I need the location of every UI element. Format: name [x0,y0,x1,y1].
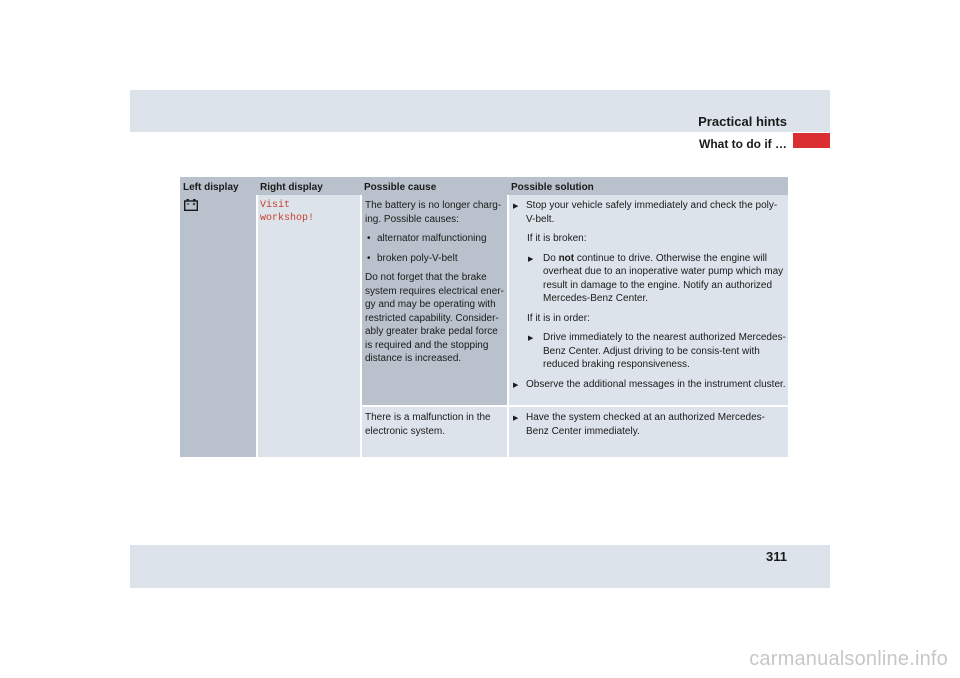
page-number: 311 [766,549,787,564]
troubleshooting-table [180,177,788,439]
possible-solution-cell-1 [509,195,788,405]
cause-text: There is a malfunction in the electronic system. [365,412,491,437]
section-subtitle: What to do if … [699,137,787,151]
solution-step: ▶ Stop your vehicle safely immediately and check the poly-V-belt. [512,199,786,226]
footer-band [130,545,830,588]
solution-step: ▶ Have the system checked at an authorized Mercedes-Benz Center immediately. [512,411,786,438]
solution-substep: ▶ Drive immediately to the nearest authorized Mercedes-Benz Center. Adjust driving to be consis-tent with reduced braking responsiveness. [512,331,786,372]
section-tab-marker [793,133,830,148]
column-header-possible-cause: Possible cause [364,182,437,193]
table-body [180,195,788,439]
column-header-possible-solution: Possible solution [511,182,594,193]
condition-label: If it is broken: [527,233,587,244]
possible-cause-cell-1 [362,195,507,405]
solution-step: ▶ Observe the additional messages in the instrument cluster. [512,378,786,392]
display-message: Visit workshop! [260,200,315,224]
cause-bullet: • alternator malfunctioning [365,232,505,246]
solution-substep: ▶ Do not continue to drive. Otherwise the engine will overheat due to an inoperative water pump which may result in damage to the engine. Notify an authorized Mercedes-Benz Center. [512,252,786,306]
condition-label: If it is in order: [527,312,590,324]
battery-icon [184,199,198,211]
left-display-cell [180,195,256,457]
cause-bullet: • broken poly-V-belt [365,252,505,266]
column-header-left-display: Left display [183,182,239,193]
watermark-text: carmanualsonline.info [749,648,948,670]
table-header-row [180,177,788,195]
possible-solution-cell-2 [509,407,788,457]
possible-cause-cell-2 [362,407,507,457]
section-title: Practical hints [698,114,787,129]
cause-note: Do not forget that the brake system requires electrical ener-gy and may be operating with restricted capability. Consider-ably greater brake pedal force is required and the stopping distance is increased. [365,272,504,364]
cause-intro: The battery is no longer charg-ing. Possible causes: [365,200,502,225]
right-display-cell [258,195,360,457]
column-header-right-display: Right display [260,182,323,193]
